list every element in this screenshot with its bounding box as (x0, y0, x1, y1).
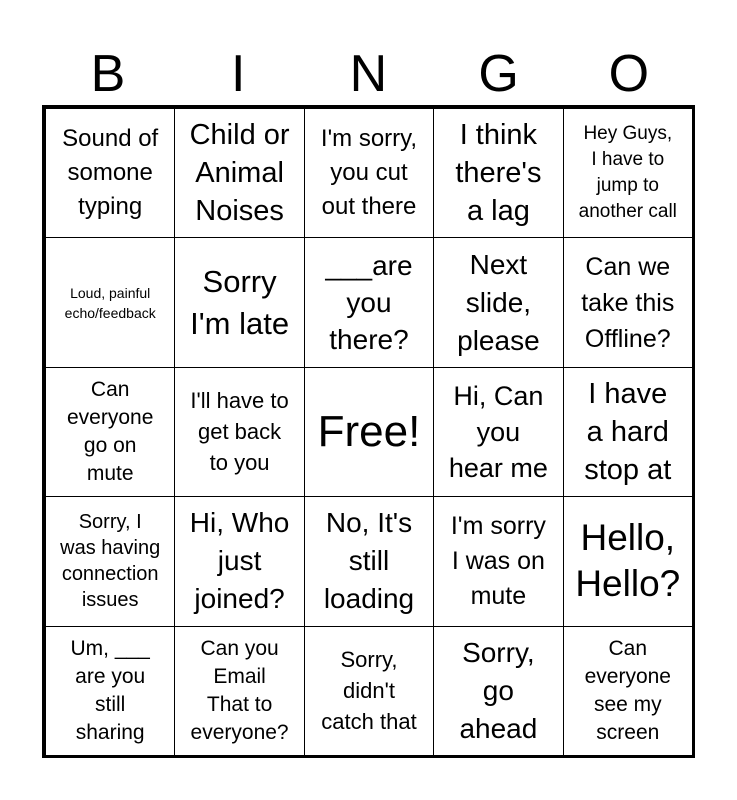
bingo-cell-r5-c2[interactable] (174, 626, 304, 756)
bingo-cell-r4-c2[interactable] (174, 496, 304, 626)
bingo-cell-r4-c1[interactable] (45, 496, 175, 626)
bingo-cell-r2-c5[interactable] (563, 237, 693, 367)
bingo-cell-r1-c3[interactable] (304, 108, 434, 238)
bingo-cell-r1-c4[interactable] (433, 108, 563, 238)
bingo-cell-r3-c5[interactable] (563, 367, 693, 497)
bingo-cell-r4-c4[interactable] (433, 496, 563, 626)
bingo-cell-text: Hey Guys, I have to jump to another call (578, 123, 677, 223)
header-letter-b: B (90, 45, 126, 103)
bingo-cell-text: Um, ___ are you still sharing (70, 636, 150, 744)
bingo-cell-text: Sorry I'm late (190, 263, 290, 341)
bingo-cell-r3-c4[interactable] (433, 367, 563, 497)
header-letter-g: G (478, 45, 519, 103)
header-letter-i: I (230, 45, 246, 103)
bingo-cell-text: Next slide, please (457, 248, 540, 356)
bingo-cell-r2-c2[interactable] (174, 237, 304, 367)
bingo-cell-text: Can everyone see my screen (584, 636, 671, 744)
bingo-cell-text: Hi, Can you hear me (448, 380, 548, 483)
bingo-cell-r5-c4[interactable] (433, 626, 563, 756)
bingo-cell-r3-c1[interactable] (45, 367, 175, 497)
bingo-cell-text: Sorry, go ahead (459, 636, 538, 744)
bingo-cell-r5-c1[interactable] (45, 626, 175, 756)
bingo-cell-text: Loud, painful echo/feedback (64, 284, 156, 321)
bingo-cell-text: Can we take this Offline? (581, 252, 675, 353)
bingo-cell-r5-c5[interactable] (563, 626, 693, 756)
bingo-board (42, 105, 695, 758)
bingo-header (43, 40, 694, 108)
header-letter-n: N (349, 45, 388, 103)
bingo-cell-r3-c2[interactable] (174, 367, 304, 497)
bingo-cell-text: ___are you there? (325, 250, 413, 356)
bingo-cell-text: Sorry, didn't catch that (321, 647, 417, 735)
bingo-cell-text: No, It's still loading (323, 507, 415, 615)
bingo-cell-text: Can you Email That to everyone? (190, 636, 289, 744)
bingo-cell-text: Sorry, I was having connection issues (60, 511, 161, 612)
bingo-cell-text: I'm sorry, you cut out there (320, 125, 418, 221)
bingo-cell-r4-c3[interactable] (304, 496, 434, 626)
bingo-cell-text: I'm sorry I was on mute (450, 511, 546, 610)
bingo-cell-text: Hi, Who just joined? (189, 507, 290, 615)
bingo-cell-text: I have a hard stop at (584, 377, 672, 486)
bingo-cell-text: Child or Animal Noises (189, 119, 290, 228)
bingo-cell-text: Sound of somone typing (62, 125, 159, 221)
bingo-cell-r1-c2[interactable] (174, 108, 304, 238)
bingo-cell-r4-c5[interactable] (563, 496, 693, 626)
bingo-cell-r5-c3[interactable] (304, 626, 434, 756)
bingo-cell-r2-c4[interactable] (433, 237, 563, 367)
bingo-cell-r2-c1[interactable] (45, 237, 175, 367)
bingo-cell-r1-c1[interactable] (45, 108, 175, 238)
bingo-cell-text: Can everyone go on mute (67, 377, 154, 485)
bingo-cell-text: Hello, Hello? (575, 517, 681, 605)
bingo-cell-r3-c3[interactable] (304, 367, 434, 497)
bingo-cell-text: I'll have to get back to you (190, 388, 289, 476)
bingo-cell-r1-c5[interactable] (563, 108, 693, 238)
header-letter-o: O (608, 45, 650, 103)
bingo-cell-text: Free! (317, 406, 421, 456)
bingo-cell-r2-c3[interactable] (304, 237, 434, 367)
bingo-cell-text: I think there's a lag (455, 119, 542, 228)
